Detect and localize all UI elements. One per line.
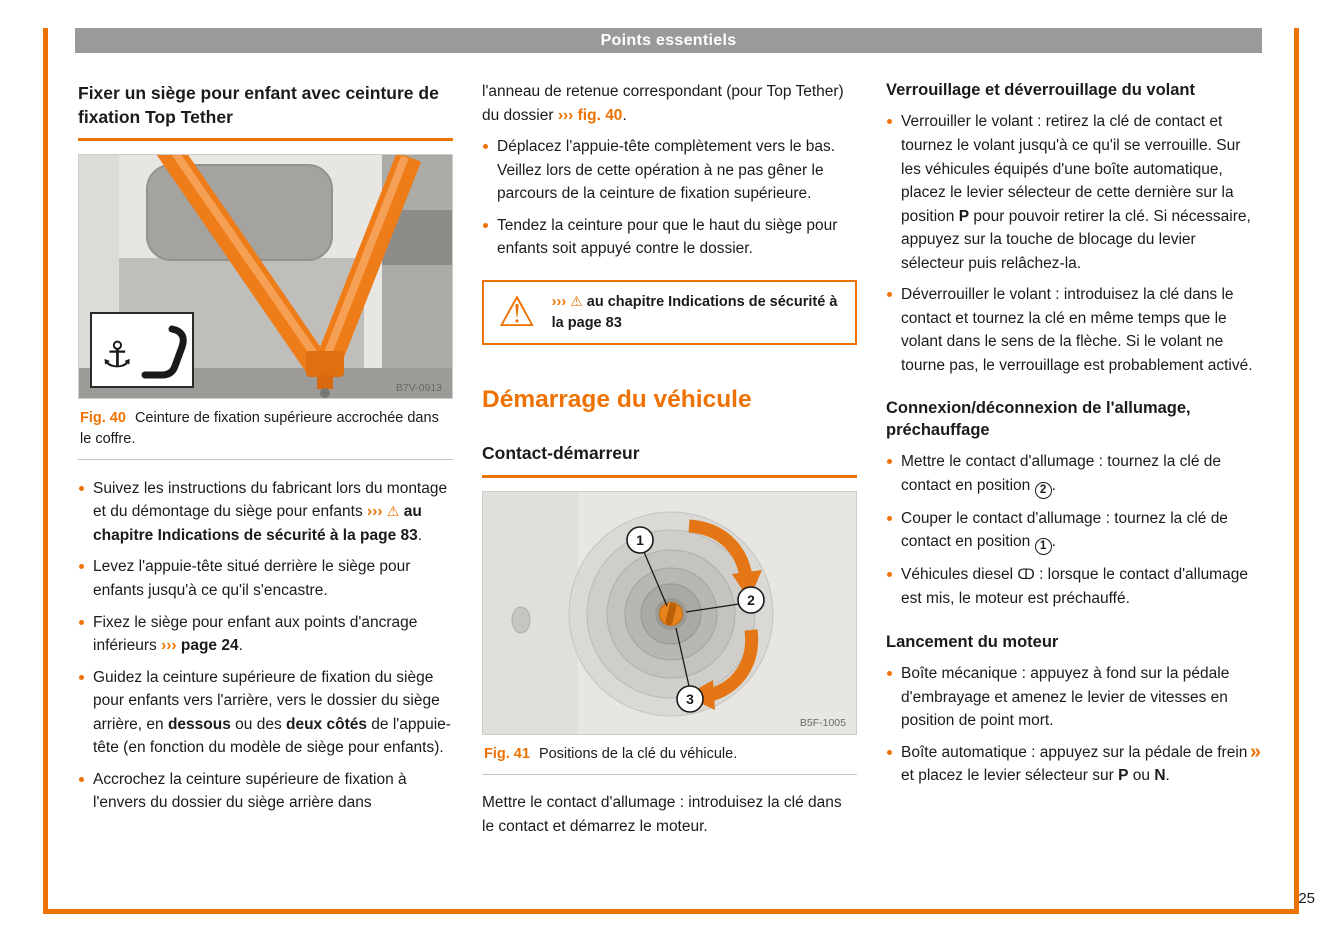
heading-lancement: Lancement du moteur (886, 632, 1059, 651)
bullet-item: Levez l'appuie-tête situé derrière le siège pour enfants jusqu'à ce qu'il s'encastre. (78, 555, 453, 602)
figure-reference: fig. 40 (577, 106, 623, 124)
column-right (886, 80, 1261, 838)
ref-arrows: ››› (161, 637, 177, 655)
continued-paragraph: l'anneau de retenue correspondant (pour Top Tether) du dossier ››› fig. 40. (482, 83, 844, 124)
page-frame-bottom (43, 909, 1299, 914)
page-number: 25 (1298, 890, 1315, 907)
bullet-item: Tendez la ceinture pour que le haut du siège pour enfants soit appuyé contre le dossier. (482, 214, 857, 261)
fig41-illustration (483, 492, 856, 734)
badge-2: 2 (747, 591, 755, 608)
warning-icon: ⚠ (386, 503, 400, 520)
badge-3: 3 (686, 690, 694, 707)
ignition-paragraph: Mettre le contact d'allumage : introduisez la clé dans le contact et démarrez le moteur. (482, 794, 842, 835)
column-middle (482, 80, 857, 838)
bullet-item: Accrochez la ceinture supérieure de fixation à l'envers du dossier du siège arrière dans (78, 768, 453, 815)
safety-warning-box (482, 280, 857, 345)
ignition-lock (569, 512, 773, 716)
page-header-title: Points essentiels (600, 31, 737, 49)
column-left (78, 80, 453, 838)
page-frame-right (1294, 28, 1299, 914)
heading-verrouillage: Verrouillage et déverrouillage du volant (886, 81, 1196, 99)
bullet-item: Suivez les instructions du fabricant lors du montage et du démontage du siège pour enfants ››› ⚠ au chapitre Indications de sécurité à la page 83. (78, 477, 453, 548)
badge-1: 1 (636, 531, 644, 548)
bullet-item: Déplacez l'appuie-tête complètement vers le bas. Veillez lors de cette opération à ne pas gêner le parcours de la ceinture de fixation supérieure. (482, 135, 857, 206)
section-heading-contact: Contact-démarreur (482, 440, 857, 478)
page-content (78, 80, 1262, 838)
anchor-icon: ⚓ (101, 334, 134, 376)
bullet-item: Déverrouiller le volant : introduisez la clé dans le contact et tournez la clé en même temps que le volant dans le sens de la flèche. Si le volant ne tourne pas, le verrouillage est probablement activé. (886, 283, 1261, 377)
figure-41-image (482, 491, 857, 735)
anchor-symbol-plate (91, 313, 193, 387)
bullet-item: Couper le contact d'allumage : tournez la clé de contact en position 1 . (886, 507, 1261, 556)
instruction-list-left (78, 477, 453, 815)
figure-40-label: Fig. 40 (80, 410, 126, 427)
warning-icon: ⚠ (570, 292, 583, 309)
bullet-item: Boîte mécanique : appuyez à fond sur la pédale d'embrayage et amenez le levier de vitesses en position de point mort. (886, 662, 1261, 733)
figure-40-caption: Fig. 40 Ceinture de fixation supérieure accrochée dans le coffre. (78, 399, 453, 460)
position-2-badge: 2 (1035, 482, 1052, 499)
page-header (75, 28, 1262, 53)
ref-arrows: ››› (551, 293, 567, 310)
page-continuation-marker: » (1249, 740, 1261, 763)
ref-arrows: ››› (367, 503, 383, 521)
chapter-heading-demarrage: Démarrage du véhicule (482, 385, 752, 413)
warning-triangle-icon: ⚠ (498, 288, 536, 336)
figure-41-code: B5F-1005 (799, 716, 846, 729)
figure-41 (482, 491, 857, 775)
engine-start-list (886, 662, 1261, 788)
bullet-item: » Boîte automatique : appuyez sur la pédale de frein et placez le levier sélecteur sur P ou N. (886, 741, 1261, 788)
figure-41-caption: Fig. 41 Positions de la clé du véhicule. (482, 735, 857, 775)
instruction-list-middle (482, 135, 857, 261)
bullet-item: Véhicules diesel ↀ : lorsque le contact d'allumage est mis, le moteur est préchauffé. (886, 563, 1261, 610)
steering-lock-list (886, 110, 1261, 377)
fig40-illustration (79, 155, 452, 398)
figure-40-image (78, 154, 453, 399)
bullet-item: Fixez le siège pour enfant aux points d'ancrage inférieurs ››› page 24. (78, 611, 453, 658)
bullet-item: Verrouiller le volant : retirez la clé de contact et tournez le volant jusqu'à ce qu'il se verrouille. Sur les véhicules équipés d'une boîte automatique, placez le levier sélecteur de cette dernière sur la position P pour pouvoir retirer la clé. Si nécessaire, appuyez sur la touche de blocage du levier sélecteur puis relâchez-la. (886, 110, 1261, 275)
bullet-item: Mettre le contact d'allumage : tournez la clé de contact en position 2 . (886, 450, 1261, 499)
warning-text: ››› ⚠ au chapitre Indications de sécurité à la page 83 (551, 292, 838, 331)
ignition-list (886, 450, 1261, 610)
section-heading-top-tether: Fixer un siège pour enfant avec ceinture de fixation Top Tether (78, 80, 453, 141)
position-1-badge: 1 (1035, 538, 1052, 555)
ref-arrows: ››› (557, 106, 574, 124)
glow-plug-icon: ↀ (1017, 566, 1035, 583)
figure-40 (78, 154, 453, 460)
figure-40-code: B7V-0913 (395, 382, 442, 395)
bullet-item: Guidez la ceinture supérieure de fixation du siège pour enfants vers l'arrière, vers le dossier du siège arrière, en dessous ou des deux côtés de l'appuie-tête (en fonction du modèle de siège pour enfants). (78, 666, 453, 760)
heading-allumage: Connexion/déconnexion de l'allumage, préchauffage (886, 399, 1191, 439)
figure-41-label: Fig. 41 (484, 745, 530, 762)
page-frame-left (43, 28, 48, 914)
